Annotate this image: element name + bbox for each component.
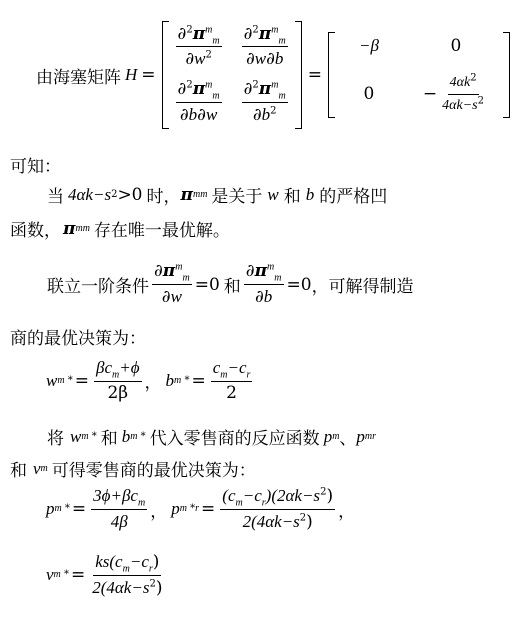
- hessian-matrix: $\frac{\partial^2\pi^m_m}{\partial w^2}$ $\frac{\partial^2\pi^m_m}{\partial w\partial b}$ $\frac{\partial^2\pi^m_m}{\partial b\partial w}$ $\frac{\partial^2\pi^m_m}{\partial b^2}$: [162, 21, 302, 129]
- manufacturer-solution: w m * = $\frac{\beta c_m+\phi}{2\beta}$ ， b m * = $\frac{c_m-c_r}{2}$: [46, 358, 251, 403]
- retailer-price-solution: p m * = $\frac{3\phi+\beta c_m}{4\beta}$ ， p m * r = $\frac{(c_m-c_r)(2\alpha k-s^2)}{2(4\alpha k-s^2)}$ ，: [46, 486, 356, 532]
- retailer-service-solution: v m * = $\frac{ks(c_m-c_r)}{2(4\alpha k-s^2)}$: [46, 552, 163, 598]
- hessian-value-matrix: −β 0 0 − $\frac{4\alpha k^2}{4\alpha k-s^2}$: [328, 32, 510, 117]
- knowable-line: 可知：: [10, 157, 61, 177]
- first-order-condition-line: 联立一阶条件 $\frac{\partial\pi^m_m}{\partial w}$ =0 和 $\frac{\partial\pi^m_m}{\partial b}$ =0 ，可解得制造: [47, 261, 414, 307]
- unique-optimum-line: 函数， π m m 存在唯一最优解。: [10, 218, 230, 241]
- manufacturer-decision-line: 商的最优决策为：: [10, 329, 146, 349]
- intro-text: 由海塞矩阵: [36, 67, 121, 88]
- substitution-line: 将 w m * 和 b m * 代入零售商的反应函数 p m 、 p m r: [47, 426, 377, 449]
- hessian-block: 由海塞矩阵 H = $\frac{\partial^2\pi^m_m}{\partial w^2}$ $\frac{\partial^2\pi^m_m}{\partial w\partial b}$ $\frac{\partial^2\pi^m_m}{\partial b\partial w}$ $\frac{\partial^2\pi^m_m}{\partial b^2}$ = −β 0 0 − $\frac{4\alpha k^2}{4\alpha k-s^2}$: [0, 0, 450, 150]
- hessian-symbol: H: [125, 65, 138, 84]
- concavity-line: 当 4αk−s 2 >0 时， π m m 是关于 w 和 b 的严格凹: [47, 184, 388, 207]
- retailer-decision-line: 和 v m 可得零售商的最优决策为：: [10, 458, 256, 481]
